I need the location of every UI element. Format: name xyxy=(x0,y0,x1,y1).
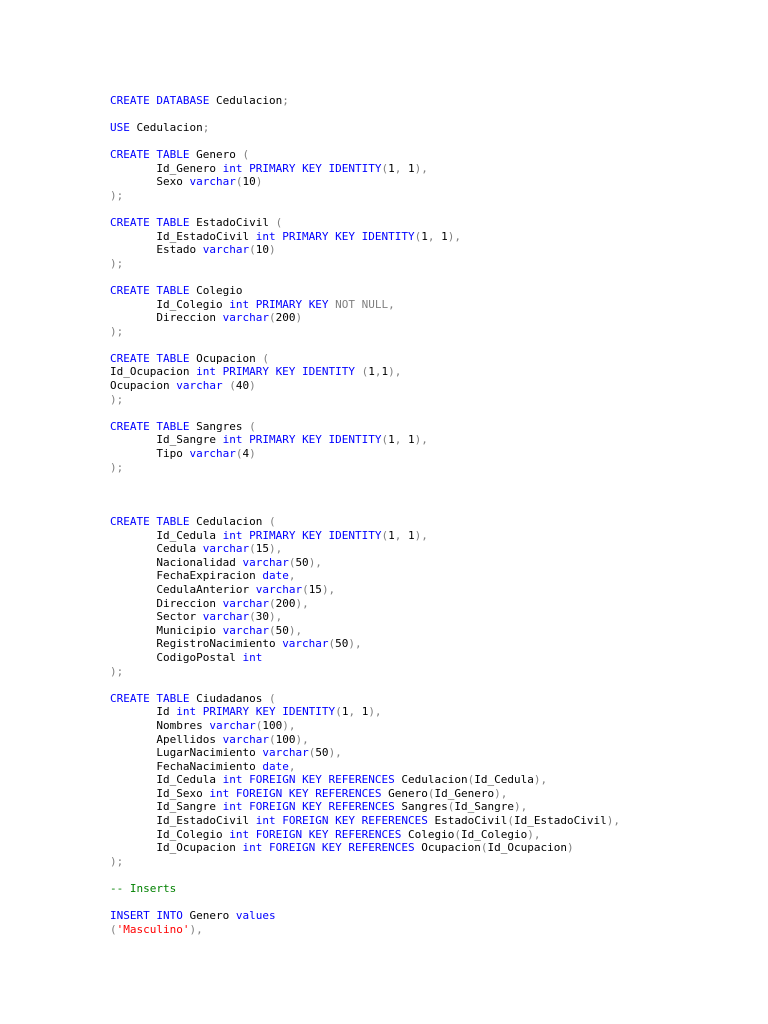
code-line xyxy=(110,787,620,801)
sql-keyword: CREATE TABLE xyxy=(110,515,190,528)
code-line xyxy=(110,746,620,760)
sql-identifier: Sangres xyxy=(394,800,448,814)
sql-identifier: 50 xyxy=(315,746,329,760)
sql-punctuation: ( xyxy=(249,542,256,556)
sql-identifier: Sangres xyxy=(189,419,250,433)
sql-keyword: CREATE DATABASE xyxy=(110,93,210,107)
sql-identifier: CodigoPostal xyxy=(110,650,243,664)
sql-keyword: varchar xyxy=(262,746,309,760)
sql-punctuation: ); xyxy=(110,188,124,202)
sql-punctuation: , xyxy=(288,759,296,773)
sql-identifier: 50 xyxy=(275,623,289,637)
sql-identifier: Genero xyxy=(189,147,243,161)
sql-identifier: 4 xyxy=(242,447,250,461)
sql-keyword: varchar xyxy=(222,732,269,746)
sql-punctuation: ), xyxy=(288,623,303,637)
code-line xyxy=(110,338,620,352)
sql-identifier: 50 xyxy=(335,637,349,651)
sql-keyword: varchar xyxy=(222,596,269,610)
sql-identifier: 50 xyxy=(295,555,309,569)
code-line xyxy=(110,692,620,706)
sql-identifier: Genero xyxy=(182,909,236,923)
sql-identifier: 1 xyxy=(388,433,395,447)
sql-punctuation: ), xyxy=(268,542,283,556)
code-line xyxy=(110,474,620,488)
sql-identifier: Id_Ocupacion xyxy=(110,841,243,855)
sql-identifier: Id_Sangre xyxy=(110,433,223,447)
code-line xyxy=(110,134,620,148)
sql-punctuation: NOT NULL, xyxy=(328,297,395,311)
code-line xyxy=(110,352,620,366)
sql-punctuation: ( xyxy=(467,773,475,787)
sql-punctuation: , xyxy=(427,229,442,243)
sql-punctuation: ( xyxy=(381,528,389,542)
sql-keyword: int PRIMARY KEY IDENTITY xyxy=(222,528,382,542)
sql-keyword: CREATE TABLE xyxy=(110,691,190,705)
sql-punctuation: ), xyxy=(308,555,322,569)
code-line xyxy=(110,597,620,611)
code-line xyxy=(110,800,620,814)
sql-keyword: int xyxy=(242,650,263,664)
sql-punctuation: ( xyxy=(328,637,336,651)
sql-identifier: FechaNacimiento xyxy=(110,759,263,773)
sql-identifier: Cedula xyxy=(110,542,203,556)
code-line xyxy=(110,719,620,733)
sql-keyword: CREATE TABLE xyxy=(110,419,190,433)
sql-punctuation: ; xyxy=(202,120,210,134)
sql-punctuation: ( xyxy=(110,922,117,936)
sql-identifier: 1 xyxy=(388,528,395,542)
code-line xyxy=(110,583,620,597)
sql-punctuation: ), xyxy=(494,786,508,800)
code-line xyxy=(110,284,620,298)
sql-identifier: Cedulacion xyxy=(189,515,269,528)
code-line xyxy=(110,760,620,774)
sql-keyword: int FOREIGN KEY REFERENCES xyxy=(222,773,395,787)
sql-punctuation: ); xyxy=(110,256,124,270)
sql-identifier: Id_Colegio xyxy=(110,297,230,311)
sql-punctuation: ), xyxy=(414,161,428,175)
sql-punctuation: ), xyxy=(189,922,203,936)
sql-keyword: int PRIMARY KEY IDENTITY xyxy=(255,229,415,243)
sql-punctuation: ), xyxy=(321,582,336,596)
sql-keyword: values xyxy=(235,909,276,923)
sql-identifier: 1 xyxy=(388,161,395,175)
code-line xyxy=(110,882,620,896)
sql-punctuation: ( xyxy=(235,447,243,461)
sql-punctuation: , xyxy=(394,528,409,542)
code-line xyxy=(110,270,620,284)
sql-identifier: Id xyxy=(110,705,177,719)
sql-keyword: varchar xyxy=(222,311,269,325)
sql-identifier: 1 xyxy=(408,528,415,542)
sql-comment: -- Inserts xyxy=(110,882,177,896)
sql-keyword: CREATE TABLE xyxy=(110,215,190,229)
sql-punctuation: ( xyxy=(427,786,435,800)
sql-punctuation: ) xyxy=(295,311,303,325)
sql-punctuation: , xyxy=(348,705,362,719)
sql-identifier: Id_Cedula xyxy=(110,528,223,542)
sql-identifier: RegistroNacimiento xyxy=(110,637,283,651)
sql-keyword: int FOREIGN KEY REFERENCES xyxy=(229,827,402,841)
code-line xyxy=(110,828,620,842)
sql-punctuation: ), xyxy=(447,229,462,243)
sql-punctuation: ( xyxy=(235,175,243,189)
sql-identifier: Ocupacion xyxy=(414,841,481,855)
sql-punctuation: ), xyxy=(368,705,382,719)
sql-keyword: int PRIMARY KEY IDENTITY xyxy=(196,365,356,379)
sql-punctuation: ) xyxy=(566,841,574,855)
sql-punctuation: ( xyxy=(355,365,369,379)
sql-punctuation: ), xyxy=(606,814,620,828)
sql-punctuation: ( xyxy=(262,351,269,365)
sql-punctuation: ), xyxy=(348,637,362,651)
code-line xyxy=(110,814,620,828)
sql-identifier: 1 xyxy=(408,161,415,175)
sql-punctuation: ); xyxy=(110,324,124,338)
sql-punctuation: ( xyxy=(242,147,250,161)
sql-identifier: Id_Cedula xyxy=(110,773,223,787)
sql-identifier: 1 xyxy=(441,229,448,243)
code-line xyxy=(110,230,620,244)
sql-identifier: Id_Cedula xyxy=(474,773,534,787)
code-line xyxy=(110,80,620,94)
code-line xyxy=(110,624,620,638)
code-line xyxy=(110,569,620,583)
sql-punctuation: ), xyxy=(295,596,309,610)
sql-keyword: varchar xyxy=(255,582,303,596)
sql-punctuation: ) xyxy=(268,243,276,257)
sql-string: 'Masculino' xyxy=(116,922,190,936)
sql-punctuation: ), xyxy=(388,365,402,379)
sql-punctuation: ( xyxy=(268,311,276,325)
sql-identifier: EstadoCivil xyxy=(427,814,508,828)
sql-identifier: EstadoCivil xyxy=(189,215,276,229)
sql-keyword: int FOREIGN KEY REFERENCES xyxy=(242,841,415,855)
sql-punctuation: ); xyxy=(110,392,124,406)
code-line xyxy=(110,393,620,407)
sql-keyword: CREATE TABLE xyxy=(110,351,190,365)
sql-identifier: Cedulacion xyxy=(209,93,283,107)
sql-punctuation: ), xyxy=(328,746,342,760)
sql-keyword: varchar xyxy=(209,718,256,732)
sql-keyword: int PRIMARY KEY IDENTITY xyxy=(222,161,382,175)
sql-identifier: Colegio xyxy=(189,283,243,297)
sql-identifier: 40 xyxy=(235,379,250,393)
code-line xyxy=(110,515,620,529)
code-line xyxy=(110,773,620,787)
code-line xyxy=(110,556,620,570)
sql-punctuation: ) xyxy=(255,175,263,189)
code-line xyxy=(110,325,620,339)
code-line xyxy=(110,406,620,420)
sql-identifier: 200 xyxy=(275,311,296,325)
code-line xyxy=(110,189,620,203)
sql-identifier: 10 xyxy=(242,175,256,189)
code-line xyxy=(110,257,620,271)
sql-punctuation: ( xyxy=(268,691,276,705)
code-line xyxy=(110,216,620,230)
sql-identifier: Municipio xyxy=(110,623,223,637)
sql-identifier: FechaExpiracion xyxy=(110,569,263,583)
sql-punctuation: ), xyxy=(414,528,428,542)
code-line xyxy=(110,637,620,651)
sql-identifier: Direccion xyxy=(110,596,223,610)
code-line xyxy=(110,107,620,121)
code-line xyxy=(110,909,620,923)
code-line xyxy=(110,855,620,869)
sql-identifier: 1 xyxy=(341,705,349,719)
code-line xyxy=(110,243,620,257)
sql-identifier: Direccion xyxy=(110,311,223,325)
sql-punctuation: ( xyxy=(249,419,256,433)
sql-keyword: int FOREIGN KEY REFERENCES xyxy=(209,786,382,800)
sql-identifier: Id_Ocupacion xyxy=(487,841,567,855)
sql-identifier: 1 xyxy=(421,229,428,243)
code-line xyxy=(110,365,620,379)
sql-keyword: varchar xyxy=(189,447,236,461)
code-line xyxy=(110,705,620,719)
sql-punctuation: ( xyxy=(308,746,316,760)
sql-punctuation: ), xyxy=(282,718,296,732)
sql-keyword: int PRIMARY KEY IDENTITY xyxy=(176,705,336,719)
sql-identifier: Id_EstadoCivil xyxy=(110,229,256,243)
code-line xyxy=(110,733,620,747)
code-line xyxy=(110,610,620,624)
sql-identifier: Sexo xyxy=(110,175,190,189)
sql-identifier: 1 xyxy=(361,705,369,719)
code-line xyxy=(110,162,620,176)
sql-identifier: 30 xyxy=(255,610,269,624)
sql-punctuation: ( xyxy=(222,379,236,393)
sql-keyword: date xyxy=(262,569,289,583)
sql-punctuation: ( xyxy=(268,596,276,610)
sql-identifier: Estado xyxy=(110,243,203,257)
sql-identifier: LugarNacimiento xyxy=(110,746,263,760)
code-line xyxy=(110,868,620,882)
sql-identifier: Genero xyxy=(381,786,428,800)
code-line xyxy=(110,447,620,461)
sql-punctuation: ( xyxy=(275,215,283,229)
code-line xyxy=(110,542,620,556)
sql-punctuation: ( xyxy=(249,243,256,257)
sql-identifier: Colegio xyxy=(401,827,455,841)
sql-keyword: varchar xyxy=(222,623,269,637)
sql-punctuation: , xyxy=(394,433,409,447)
sql-identifier: 1 xyxy=(381,365,389,379)
sql-identifier: Id_Colegio xyxy=(110,827,230,841)
sql-punctuation: ( xyxy=(480,841,488,855)
code-line xyxy=(110,121,620,135)
sql-identifier: 1 xyxy=(368,365,375,379)
sql-keyword: CREATE TABLE xyxy=(110,147,190,161)
sql-identifier: Cedulacion xyxy=(394,773,468,787)
sql-keyword: varchar xyxy=(176,379,223,393)
code-line xyxy=(110,651,620,665)
code-line xyxy=(110,311,620,325)
sql-identifier: Id_Colegio xyxy=(461,827,528,841)
sql-identifier: Id_EstadoCivil xyxy=(110,814,256,828)
sql-punctuation: ), xyxy=(295,732,309,746)
code-line xyxy=(110,488,620,502)
sql-identifier: Apellidos xyxy=(110,732,223,746)
sql-keyword: varchar xyxy=(282,637,329,651)
sql-punctuation: ( xyxy=(335,705,342,719)
code-line xyxy=(110,678,620,692)
sql-punctuation: , xyxy=(374,365,382,379)
sql-punctuation: ( xyxy=(454,827,462,841)
sql-script xyxy=(110,80,620,936)
sql-punctuation: ( xyxy=(381,161,389,175)
sql-punctuation: ( xyxy=(268,732,276,746)
sql-identifier: Nombres xyxy=(110,718,210,732)
code-line xyxy=(110,501,620,515)
sql-punctuation: ); xyxy=(110,854,124,868)
sql-punctuation: ; xyxy=(282,93,289,107)
sql-identifier: 15 xyxy=(255,542,269,556)
sql-keyword: INSERT INTO xyxy=(110,909,183,923)
sql-identifier: CedulaAnterior xyxy=(110,582,256,596)
sql-punctuation: ( xyxy=(302,582,309,596)
sql-punctuation: ( xyxy=(447,800,455,814)
sql-keyword: varchar xyxy=(202,542,250,556)
sql-punctuation: ), xyxy=(533,773,548,787)
code-line xyxy=(110,175,620,189)
code-line xyxy=(110,94,620,108)
code-line xyxy=(110,298,620,312)
sql-keyword: CREATE TABLE xyxy=(110,283,190,297)
sql-identifier: 200 xyxy=(275,596,296,610)
sql-identifier: 10 xyxy=(255,243,269,257)
sql-identifier: 100 xyxy=(262,718,283,732)
sql-punctuation: ( xyxy=(255,718,263,732)
sql-identifier: Id_Sexo xyxy=(110,786,210,800)
sql-identifier: Id_Ocupacion xyxy=(110,365,197,379)
sql-keyword: int FOREIGN KEY REFERENCES xyxy=(222,800,395,814)
sql-punctuation: ( xyxy=(249,610,256,624)
sql-keyword: int PRIMARY KEY IDENTITY xyxy=(222,433,382,447)
code-line xyxy=(110,896,620,910)
sql-punctuation: ), xyxy=(268,610,283,624)
sql-identifier: 100 xyxy=(275,732,296,746)
code-line xyxy=(110,923,620,937)
sql-punctuation: ( xyxy=(507,814,514,828)
code-line xyxy=(110,841,620,855)
code-line xyxy=(110,379,620,393)
code-line xyxy=(110,148,620,162)
sql-identifier: Id_Sangre xyxy=(454,800,514,814)
sql-identifier: Ocupacion xyxy=(110,379,177,393)
sql-identifier: Id_Genero xyxy=(110,161,223,175)
sql-punctuation: ) xyxy=(249,447,256,461)
sql-identifier: Ciudadanos xyxy=(189,691,269,705)
code-line xyxy=(110,420,620,434)
sql-punctuation: ( xyxy=(268,623,276,637)
sql-punctuation: ); xyxy=(110,460,124,474)
sql-identifier: Nacionalidad xyxy=(110,555,243,569)
sql-punctuation: ( xyxy=(268,515,276,528)
sql-identifier: 15 xyxy=(308,582,322,596)
sql-identifier: Tipo xyxy=(110,447,190,461)
sql-identifier: Id_EstadoCivil xyxy=(514,814,607,828)
code-line xyxy=(110,529,620,543)
code-line xyxy=(110,461,620,475)
sql-keyword: USE xyxy=(110,120,130,134)
sql-identifier: 1 xyxy=(408,433,415,447)
sql-punctuation: , xyxy=(394,161,409,175)
sql-keyword: varchar xyxy=(202,243,250,257)
sql-identifier: Sector xyxy=(110,610,203,624)
sql-punctuation: ), xyxy=(414,433,428,447)
sql-punctuation: ( xyxy=(288,555,296,569)
sql-keyword: varchar xyxy=(202,610,250,624)
sql-punctuation: , xyxy=(288,569,296,583)
sql-keyword: varchar xyxy=(242,555,289,569)
code-line xyxy=(110,665,620,679)
sql-keyword: int PRIMARY KEY xyxy=(229,297,329,311)
sql-punctuation: ), xyxy=(527,827,541,841)
sql-punctuation: ); xyxy=(110,664,124,678)
sql-keyword: int FOREIGN KEY REFERENCES xyxy=(255,814,428,828)
sql-keyword: date xyxy=(262,759,289,773)
sql-punctuation: ( xyxy=(381,433,389,447)
sql-identifier: Id_Sangre xyxy=(110,800,223,814)
code-line xyxy=(110,433,620,447)
sql-punctuation: ( xyxy=(414,229,422,243)
sql-punctuation: ), xyxy=(514,800,528,814)
sql-identifier: Id_Genero xyxy=(434,786,495,800)
code-line xyxy=(110,202,620,216)
sql-punctuation: ) xyxy=(249,379,256,393)
sql-keyword: varchar xyxy=(189,175,236,189)
sql-identifier: Cedulacion xyxy=(129,120,203,134)
sql-identifier: Ocupacion xyxy=(189,351,263,365)
